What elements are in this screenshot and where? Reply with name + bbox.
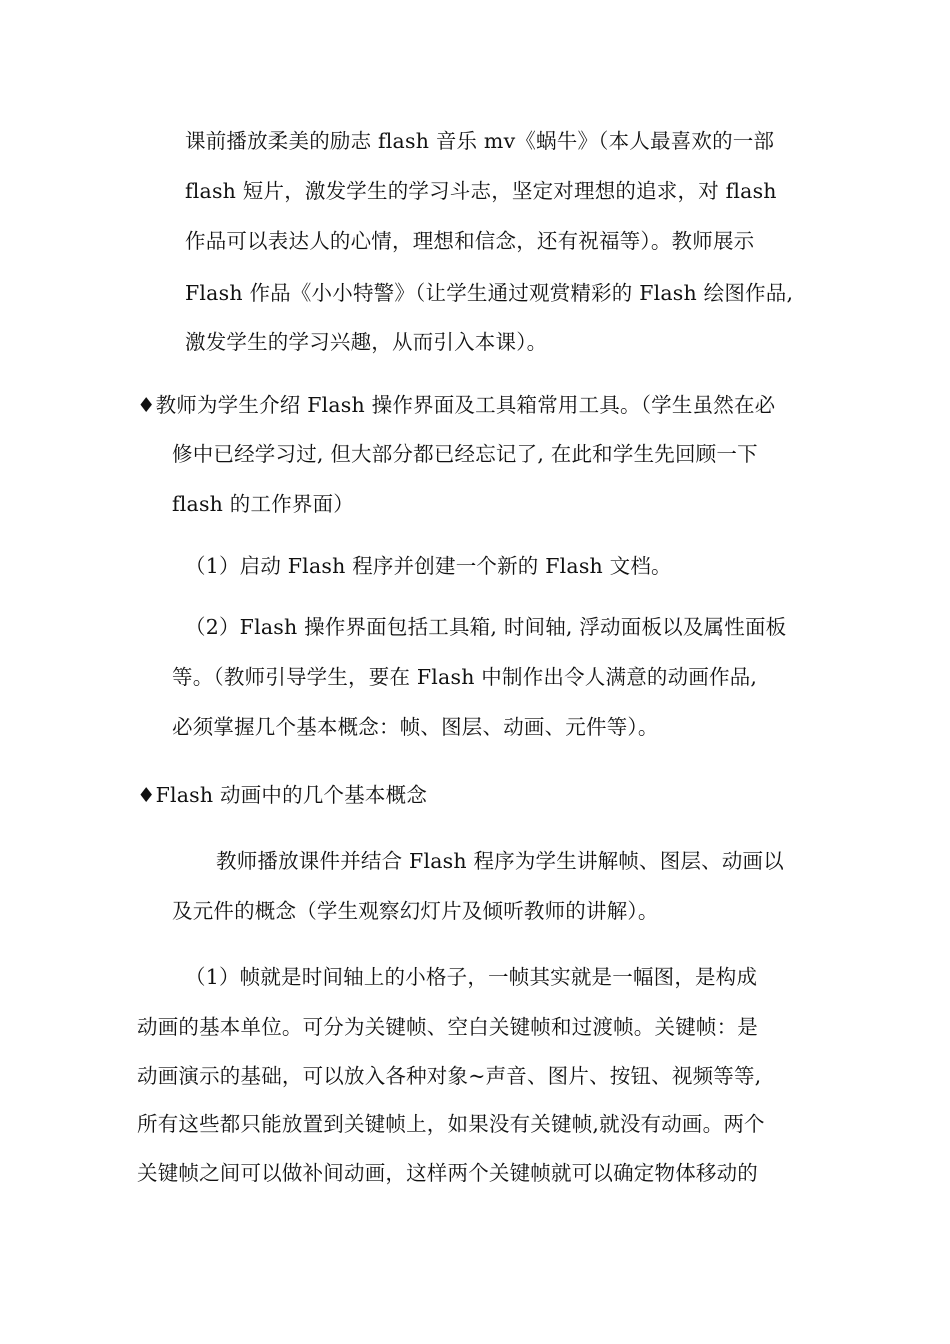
text-line: 激发学生的学习兴趣，从而引入本课）。 — [185, 330, 548, 354]
text-line: （1）启动 Flash 程序并创建一个新的 Flash 文档。 — [185, 554, 672, 578]
text-line: 修中已经学习过, 但大部分都已经忘记了, 在此和学生先回顾一下 — [172, 442, 758, 466]
text-line: flash 的工作界面） — [172, 492, 355, 516]
text-line: flash 短片，激发学生的学习斗志，坚定对理想的追求，对 flash — [185, 179, 777, 203]
text-line: （2）Flash 操作界面包括工具箱, 时间轴, 浮动面板以及属性面板 — [185, 615, 787, 639]
text-line: 所有这些都只能放置到关键帧上，如果没有关键帧,就没有动画。两个 — [137, 1112, 765, 1136]
text-line: 必须掌握几个基本概念：帧、图层、动画、元件等）。 — [172, 715, 659, 739]
text-line: （1）帧就是时间轴上的小格子，一帧其实就是一幅图，是构成 — [185, 965, 758, 989]
text-line: 关键帧之间可以做补间动画，这样两个关键帧就可以确定物体移动的 — [137, 1161, 758, 1185]
text-line: 动画演示的基础，可以放入各种对象~声音、图片、按钮、视频等等, — [137, 1064, 762, 1088]
text-line: 及元件的概念（学生观察幻灯片及倾听教师的讲解）。 — [172, 899, 659, 923]
text-line: 课前播放柔美的励志 flash 音乐 mv《蜗牛》（本人最喜欢的一部 — [185, 129, 775, 153]
text-line: 教师播放课件并结合 Flash 程序为学生讲解帧、图层、动画以 — [216, 849, 784, 873]
text-line: Flash 作品《小小特警》（让学生通过观赏精彩的 Flash 绘图作品, — [185, 281, 794, 305]
text-line: 作品可以表达人的心情，理想和信念，还有祝福等）。教师展示 — [185, 229, 755, 253]
text-line: 动画的基本单位。可分为关键帧、空白关键帧和过渡帧。关键帧：是 — [137, 1015, 758, 1039]
text-line: ♦Flash 动画中的几个基本概念 — [137, 783, 428, 807]
text-line: ♦教师为学生介绍 Flash 操作界面及工具箱常用工具。（学生虽然在必 — [137, 393, 776, 417]
text-line: 等。（教师引导学生，要在 Flash 中制作出令人满意的动画作品, — [172, 665, 758, 689]
